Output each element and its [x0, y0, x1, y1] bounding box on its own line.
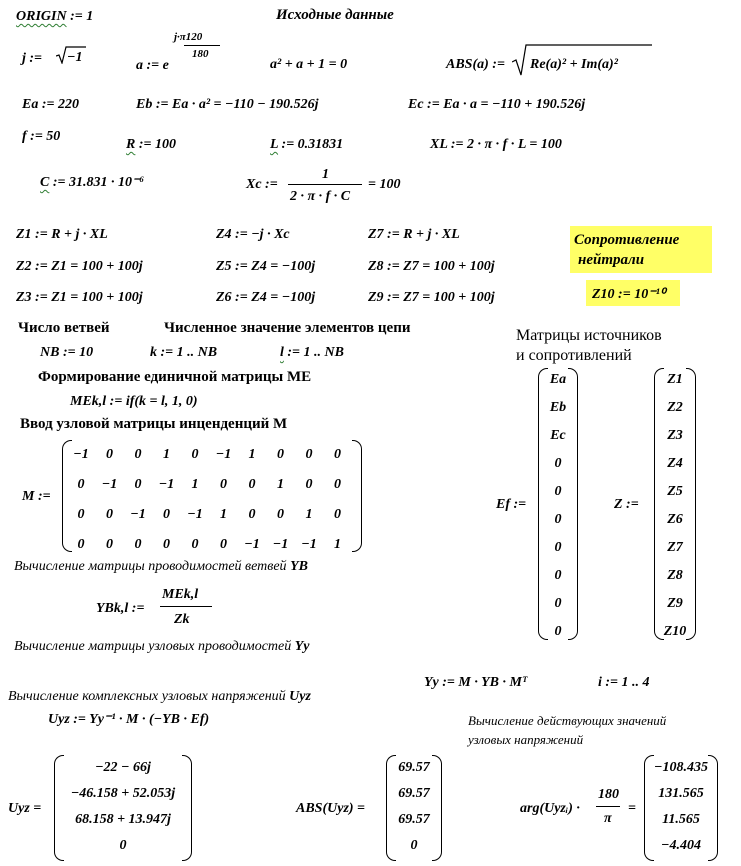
- matrix-m-cell: 1: [191, 477, 199, 492]
- yb-comment: [14, 560, 308, 574]
- l-value: := 0.31831: [281, 137, 344, 152]
- matrix-m-cell: −1: [130, 507, 146, 522]
- me-definition: MEk,l := if(k = l, 1, 0): [70, 394, 198, 409]
- uyz-vector-entry: 0: [119, 838, 127, 853]
- z-vector-entry: Z2: [667, 400, 683, 415]
- yb-comment-text: Вычисление матрицы проводимостей ветвей: [14, 559, 287, 574]
- r-definition: [126, 138, 176, 152]
- ec-definition: Ec := Ea · a = −110 + 190.526j: [408, 97, 586, 112]
- matrix-m-cell: −1: [244, 537, 260, 552]
- matrix-m-cell: 1: [305, 507, 313, 522]
- ef-vector-entry: 0: [554, 568, 562, 583]
- arg-fraction-bar: [596, 806, 620, 807]
- c-definition: [40, 176, 144, 190]
- z2-definition: Z2 := Z1 = 100 + 100j: [16, 259, 143, 274]
- xc-numerator: 1: [322, 167, 329, 182]
- l-range: [280, 346, 344, 360]
- z1-definition: Z1 := R + j · XL: [16, 227, 108, 242]
- ef-vector-entry: 0: [554, 624, 562, 639]
- matrix-m-cell: 1: [248, 447, 256, 462]
- yb-denominator: Zk: [174, 612, 190, 627]
- a-exp-bar: [184, 45, 220, 46]
- element-values-label: Численное значение элементов цепи: [164, 320, 411, 336]
- z-vector-entry: Z8: [667, 568, 683, 583]
- z9-definition: Z9 := Z7 = 100 + 100j: [368, 290, 495, 305]
- z-vector-entry: Z3: [667, 428, 683, 443]
- uyz-result-vector: [54, 755, 192, 861]
- z-vector-entry: Z10: [663, 624, 687, 639]
- matrix-m-cell: 0: [220, 477, 227, 492]
- matrix-m-cell: 1: [277, 477, 284, 492]
- matrix-m-cell: 0: [277, 507, 284, 522]
- z-vector-entry: Z6: [667, 512, 683, 527]
- source-vector-Ef: [538, 368, 578, 640]
- origin-label: ORIGIN: [16, 9, 67, 24]
- matrix-m-cell: 0: [134, 477, 142, 492]
- z3-definition: Z3 := Z1 = 100 + 100j: [16, 290, 143, 305]
- matrix-m-cell: 0: [305, 447, 313, 462]
- ef-vector-entry: Ec: [550, 428, 566, 443]
- abs-uyz-lhs: ABS(Uyz) =: [296, 801, 366, 816]
- yy-comment-text: Вычисление матрицы узловых проводимостей: [14, 639, 292, 654]
- abs-uyz-entry: 0: [410, 838, 418, 853]
- z-vector-entry: Z9: [667, 596, 683, 611]
- f-definition: f := 50: [22, 129, 61, 144]
- l-range-value: := 1 .. NB: [287, 345, 344, 360]
- l-definition: [270, 138, 343, 152]
- me-label: Формирование единичной матрицы ME: [38, 369, 312, 385]
- branch-count-label: Число ветвей: [18, 320, 110, 336]
- origin-definition[interactable]: [16, 10, 93, 24]
- arg-uyz-entry: 131.565: [658, 786, 704, 801]
- r-name: R: [126, 137, 136, 152]
- matrix-m-cell: 0: [77, 477, 85, 492]
- matrix-m-cell: 0: [163, 507, 170, 522]
- z-lhs: Z :=: [614, 497, 639, 512]
- z8-definition: Z8 := Z7 = 100 + 100j: [368, 259, 495, 274]
- xc-lhs: Xc :=: [246, 177, 278, 192]
- ef-vector-entry: 0: [554, 596, 562, 611]
- z10-definition[interactable]: Z10 := 10⁻¹⁰: [592, 287, 666, 302]
- abs-lhs: ABS(a) :=: [446, 57, 505, 72]
- arg-uyz-entry: −4.404: [661, 838, 701, 853]
- matrix-right-bracket: [352, 440, 362, 552]
- z6-definition: Z6 := Z4 = −100j: [216, 290, 316, 305]
- matrix-m-cell: 0: [134, 447, 142, 462]
- uyz-vector-entry: −46.158 + 52.053j: [70, 786, 176, 801]
- abs-rhs: Re(a)² + Im(a)²: [530, 57, 618, 72]
- impedance-vector-Z: [654, 368, 696, 640]
- source-matrices-label-1: Матрицы источников: [516, 327, 662, 344]
- equation-a-squared: a² + a + 1 = 0: [270, 57, 348, 72]
- matrix-m-cell: 1: [220, 507, 227, 522]
- z-vector-entry: Z1: [667, 372, 683, 387]
- j-lhs: j :=: [22, 51, 43, 66]
- z4-definition: Z4 := −j · Xc: [216, 227, 290, 242]
- neutral-label-line1: Сопротивление: [574, 232, 680, 248]
- xc-fraction-bar: [288, 184, 362, 185]
- matrix-m-cell: 0: [77, 507, 85, 522]
- arg-numerator: 180: [598, 787, 619, 802]
- nb-definition: NB := 10: [40, 345, 94, 360]
- yy-definition: Yy := M · YB · Mᵀ: [424, 675, 527, 690]
- i-range: i := 1 .. 4: [598, 675, 650, 690]
- a-lhs: a := e: [136, 58, 169, 73]
- z5-definition: Z5 := Z4 = −100j: [216, 259, 316, 274]
- matrix-m-cell: 0: [277, 447, 284, 462]
- z7-definition: Z7 := R + j · XL: [368, 227, 460, 242]
- matrix-m-cell: 0: [106, 447, 113, 462]
- j-rhs: −1: [67, 50, 83, 65]
- abs-uyz-vector: [386, 755, 442, 861]
- uyz-definition: Uyz := Yy⁻¹ · M · (−YB · Ef): [48, 712, 210, 727]
- z-vector-entry: Z7: [667, 540, 683, 555]
- arg-uyz-vector: [644, 755, 718, 861]
- matrix-m-cell: 0: [106, 507, 113, 522]
- xl-definition: XL := 2 · π · f · L = 100: [430, 137, 562, 152]
- z-vector-entry: Z4: [667, 456, 683, 471]
- ef-vector-entry: Ea: [549, 372, 567, 387]
- k-range: k := 1 .. NB: [150, 345, 218, 360]
- uyz-comment: [8, 690, 311, 704]
- effective-values-comment-2: узловых напряжений: [468, 732, 584, 747]
- m-label: Ввод узловой матрицы инценденций M: [20, 416, 288, 432]
- yy-comment: [14, 640, 310, 654]
- matrix-m-cell: −1: [101, 477, 118, 492]
- matrix-m-cell: 0: [248, 507, 256, 522]
- matrix-m-cell: 0: [134, 537, 142, 552]
- ef-vector-entry: 0: [554, 484, 562, 499]
- l-name: L: [270, 137, 279, 152]
- matrix-m-cell: −1: [187, 507, 203, 522]
- page-title: Исходные данные: [276, 7, 394, 23]
- uyz-vector-entry: −22 − 66j: [95, 760, 151, 775]
- arg-equals: =: [628, 801, 636, 816]
- uyz-vector-entry: 68.158 + 13.947j: [75, 812, 171, 827]
- incidence-matrix-M: [62, 440, 362, 552]
- origin-rhs: := 1: [70, 9, 94, 24]
- matrix-m-cell: 0: [220, 537, 227, 552]
- c-name: C: [40, 175, 50, 190]
- xc-result: = 100: [368, 177, 401, 192]
- matrix-m-cell: −1: [215, 447, 232, 462]
- matrix-m-cell: 1: [334, 537, 341, 552]
- eb-definition: Eb := Ea · a² = −110 − 190.526j: [136, 97, 319, 112]
- neutral-label-line2: нейтрали: [578, 252, 645, 268]
- matrix-m-cell: 0: [191, 447, 199, 462]
- ef-vector-entry: 0: [554, 512, 562, 527]
- matrix-m-cell: −1: [158, 477, 175, 492]
- ef-vector-entry: Eb: [549, 400, 567, 415]
- ef-lhs: Ef :=: [496, 497, 527, 512]
- yb-fraction-bar: [160, 606, 212, 607]
- abs-uyz-entry: 69.57: [398, 760, 430, 775]
- matrix-m-cell: 0: [334, 477, 341, 492]
- matrix-m-cell: 0: [248, 477, 256, 492]
- abs-uyz-entry: 69.57: [398, 812, 430, 827]
- c-value: := 31.831 · 10⁻⁶: [52, 175, 145, 190]
- z-vector-entry: Z5: [667, 484, 683, 499]
- matrix-m-cell: 0: [77, 537, 85, 552]
- yb-lhs: YBk,l :=: [96, 601, 145, 616]
- matrix-m-cell: 1: [163, 447, 170, 462]
- uyz-result-lhs: Uyz =: [8, 801, 42, 816]
- xc-denominator: 2 · π · f · C: [290, 189, 351, 204]
- matrix-m-cell: 0: [106, 537, 113, 552]
- arg-uyz-lhs: arg(Uyzᵢ) ·: [520, 801, 580, 816]
- matrix-m-cell: −1: [73, 447, 89, 462]
- a-exp-bottom: 180: [192, 48, 209, 60]
- matrix-m-cell: 0: [334, 507, 341, 522]
- r-value: := 100: [138, 137, 176, 152]
- matrix-m-cell: 0: [191, 537, 199, 552]
- arg-uyz-entry: 11.565: [662, 812, 700, 827]
- effective-values-comment-1: Вычисление действующих значений: [468, 713, 667, 728]
- m-lhs: M :=: [22, 489, 51, 504]
- matrix-m-cell: 0: [305, 477, 313, 492]
- matrix-m-cell: 0: [163, 537, 170, 552]
- yb-numerator: MEk,l: [162, 587, 199, 602]
- arg-uyz-entry: −108.435: [654, 760, 708, 775]
- yy-comment-symbol: Yy: [294, 639, 310, 654]
- arg-denominator: π: [604, 811, 612, 826]
- ef-vector-entry: 0: [554, 456, 562, 471]
- a-exp-top: j·π120: [174, 31, 203, 43]
- abs-uyz-entry: 69.57: [398, 786, 430, 801]
- uyz-comment-text: Вычисление комплексных узловых напряжений: [8, 689, 286, 704]
- ef-vector-entry: 0: [554, 540, 562, 555]
- matrix-m-cell: −1: [272, 537, 289, 552]
- matrix-m-cell: 0: [334, 447, 341, 462]
- yb-comment-symbol: YB: [290, 559, 308, 574]
- source-matrices-label-2: и сопротивлений: [516, 347, 632, 364]
- ea-definition: Ea := 220: [22, 97, 79, 112]
- l-range-name: l: [280, 345, 284, 360]
- matrix-m-cell: −1: [301, 537, 317, 552]
- uyz-comment-symbol: Uyz: [289, 689, 311, 704]
